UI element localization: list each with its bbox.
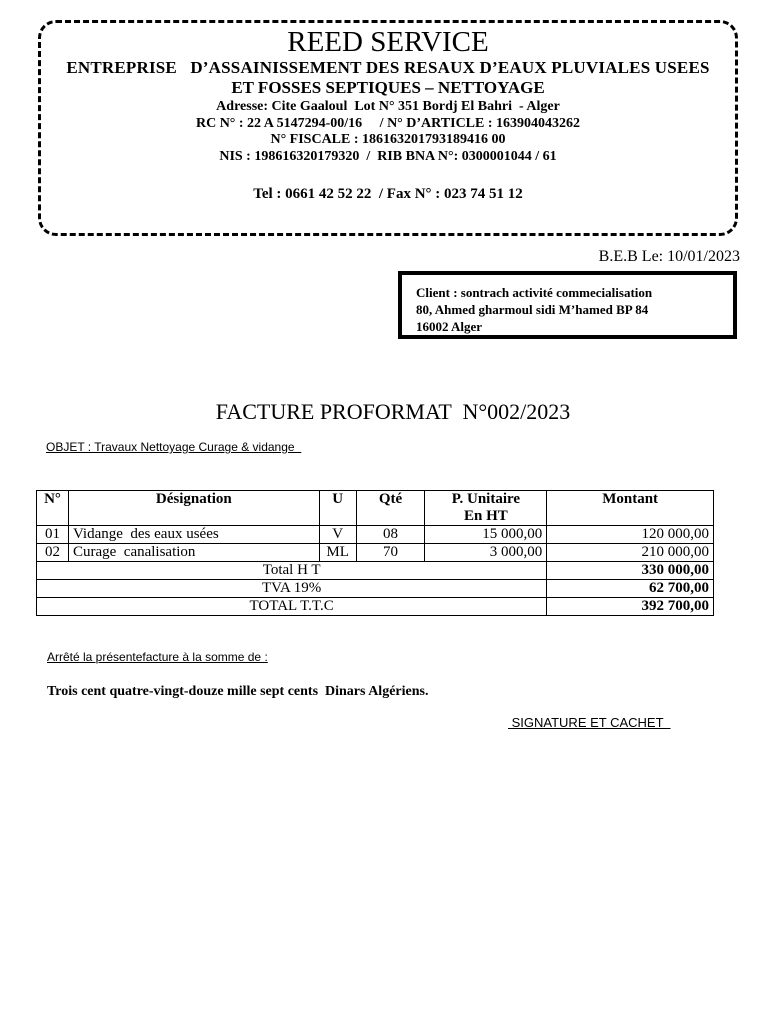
client-line3: 16002 Alger: [416, 319, 483, 334]
tva-value: 62 700,00: [547, 580, 714, 598]
header-num: N°: [37, 491, 69, 526]
tva-label: TVA 19%: [37, 580, 547, 598]
company-activity-line1: ENTREPRISE D’ASSAINISSEMENT DES RESAUX D’EAUX PLUVIALES USEES: [66, 58, 710, 77]
tva-row: [37, 580, 714, 598]
company-address: Adresse: Cite Gaaloul Lot N° 351 Bordj El Bahri - Alger: [216, 99, 560, 114]
client-box: [398, 271, 737, 339]
total-ht-row: [37, 562, 714, 580]
company-activity-line2: ET FOSSES SEPTIQUES – NETTOYAGE: [231, 78, 545, 97]
row-amount: 120 000,00: [547, 526, 714, 544]
row-qty: 70: [356, 544, 425, 562]
total-ht-value: 330 000,00: [547, 562, 714, 580]
header-unit: U: [319, 491, 356, 526]
invoice-title: FACTURE PROFORMAT N°002/2023: [215, 399, 571, 424]
invoice-object: OBJET : Travaux Nettoyage Curage & vidange: [46, 440, 302, 454]
row-unit-price: 3 000,00: [425, 544, 547, 562]
company-fiscal-number: N° FISCALE : 186163201793189416 00: [270, 132, 506, 147]
row-qty: 08: [356, 526, 425, 544]
header-unit-price-line2: En HT: [463, 508, 508, 524]
row-designation: Curage canalisation: [68, 544, 319, 562]
table-row: [37, 544, 714, 562]
row-designation: Vidange des eaux usées: [68, 526, 319, 544]
client-line1: Client : sontrach activité commecialisation: [416, 285, 653, 300]
header-unit-price-line1: P. Unitaire: [451, 491, 521, 507]
amount-in-words: Trois cent quatre-vingt-douze mille sept cents Dinars Algériens.: [47, 684, 429, 699]
company-nis-rib: NIS : 198616320179320 / RIB BNA N°: 0300001044 / 61: [219, 149, 557, 164]
signature-label: SIGNATURE ET CACHET: [508, 715, 671, 730]
header-unit-price: [425, 491, 547, 526]
row-amount: 210 000,00: [547, 544, 714, 562]
beb-date: B.E.B Le: 10/01/2023: [598, 248, 740, 265]
company-rc-article: RC N° : 22 A 5147294-00/16 / N° D’ARTICLE : 163904043262: [195, 116, 581, 131]
table-row: [37, 526, 714, 544]
row-unit-price: 15 000,00: [425, 526, 547, 544]
client-line2: 80, Ahmed gharmoul sidi M’hamed BP 84: [416, 302, 649, 317]
invoice-table: [36, 490, 714, 616]
header-qty: Qté: [356, 491, 425, 526]
row-unit: ML: [319, 544, 356, 562]
table-header-row: [37, 491, 714, 526]
row-num: 01: [37, 526, 69, 544]
header-designation: Désignation: [68, 491, 319, 526]
total-ttc-row: [37, 598, 714, 616]
amount-statement-label: Arrêté la présentefacture à la somme de :: [47, 650, 268, 664]
row-unit: V: [319, 526, 356, 544]
total-ht-label: Total H T: [37, 562, 547, 580]
company-name: REED SERVICE: [287, 26, 489, 58]
row-num: 02: [37, 544, 69, 562]
total-ttc-label: TOTAL T.T.C: [37, 598, 547, 616]
company-tel-fax: Tel : 0661 42 52 22 / Fax N° : 023 74 51 12: [253, 186, 523, 202]
total-ttc-value: 392 700,00: [547, 598, 714, 616]
header-amount: Montant: [547, 491, 714, 526]
